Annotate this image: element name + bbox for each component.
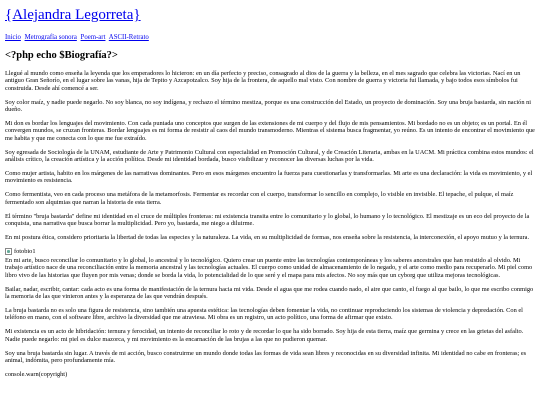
nav-link-poem-art[interactable]: Poem-art [80,34,106,41]
bio-paragraph-7: El término "bruja bastarda" define mi identidad en el cruce de múltiples fronteras: mi existencia transita entre lo comunitario y lo global, lo humano y lo tecnológico. El mestizaje es un eco del proyecto de la conquista, una narrativa que busca borrar la multiplicidad. Pero yo, bastarda, me niego a diluirme. [5,212,530,228]
bio-paragraph-12: Mi existencia es un acto de hibridación: ternura y ferocidad, un intento de reconciliar lo roto y de recordar lo que ha sido borrado. Soy hija de esta tierra, maíz que germina y crece en las grietas del asfalto. Nadie puede negarlo: mi piel es dulce mazorca, y mi movimiento es la encarnación de las brujas a las que no pudieron quemar. [5,328,524,343]
bio-paragraph-6: Como fermentista, veo en cada proceso una metáfora de la metamorfosis. Fermentar es recordar con el cuerpo, transformar lo sencillo en complejo, lo visible en invisible. El tepache, el pulque, el maíz fermentado son alquimias que narran la historia de esta tierra. [5,191,514,206]
bio-photo [5,248,535,256]
bio-paragraph-1: Llegué al mundo como enseña la leyenda que los emperadores lo hicieron: en un día perfecto y preciso, consagrado al dios de la guerra y la belleza, en el mes sagrado que celebra las victorias. Nací en un antiguo Gran Señorío, en el lugar sobre las vanas, hija de Tepito y Azcapotzalco. Soy hija de la frontera, de aquello mal visto. Con nombre de guerra y victoria fui llamada, y bajo todos esos símbolos fui construida. Desde ahí comencé a ser. [5,70,521,92]
page [5,6,535,379]
bio-paragraph-8: En mi postura ética, considero prioritaria la libertad de todas las especies y la naturaleza. La vida, en su multiplicidad de formas, nos enseña sobre la resistencia, la interconexión, el apoyo mutuo y la ternura. [5,234,530,241]
nav-link-metrografia-sonora[interactable]: Metrografía sonora [24,34,77,41]
bio-paragraph-4: Soy egresada de Sociología de la UNAM, estudiante de Arte y Patrimonio Cultural con especialidad en Promoción Cultural, y de Creación Literaria, ambas en la UACM. Mi práctica combina estos mundos: el análisis crítico, la creación artística y la acción política. Desde mi identidad bordada, busco visibilizar y reconocer las diversas luchas por la vida. [5,148,534,164]
bio-paragraph-5: Como mujer artista, habito en los márgenes de las narrativas dominantes. Pero en esos márgenes encuentro la fuerza para cuestionarlas y transformarlas. Mi arte es una declaración: la vida es movimiento, y el movimiento es resistencia. [5,170,533,185]
bio-paragraph-2: Soy color maíz, y nadie puede negarlo. No soy blanca, no soy indígena, y rechazo el término mestiza, porque es una construcción del Estado, un proyecto de dominación. Soy una bruja bastarda, sin nación ni dueño. [5,98,532,114]
console-code-text: console.warn(copyright) [5,370,68,378]
bio-paragraph-11: La bruja bastarda no es solo una figura de resistencia, sino también una apuesta estética: las tecnologías deben fomentar la vida, no continuar reproduciendo los sistemas de violencia y depredación. Con el teléfono en mano, con el software libre, archivo la diversidad que me atraviesa. Mi obra es un registro, un acto político, una forma de afirmar que existo. [5,306,523,322]
bio-paragraph-9: En mi arte, busco reconciliar lo comunitario y lo global, lo ancestral y lo tecnológico. Quiero crear un puente entre las tecnologías contemporáneas y los saberes ancestrales que han resistido al olvido. Mi trabajo artístico nace de una reconciliación entre la memoria ancestral y las tecnologías actuales. El cuerpo como unidad de almacenamiento de lo negado, y el arte como medio para recuperarlo. Mi piel como libro vivo de las historias que fluyen por mis venas; donde se borda la vida, lo potencialidad de lo que seré y el mapa para mis afectos. No soy más que un cyborg que utiliza mejoras tecnológicas. [5,256,533,279]
nav-link-inicio[interactable]: Inicio [5,34,21,41]
bio-photo-alt: fotobio1 [14,247,36,255]
bio-paragraph-13: Soy una bruja bastarda sin lugar. A través de mi acción, busco construirme un mundo donde todas las formas de vida sean libres y reconocidas en su diversidad infinita. Mi identidad no cabe en fronteras; es animal, indómita, pero profundamente mía. [5,349,527,364]
main-nav [5,33,535,42]
site-title-link[interactable]: {Alejandra Legorreta} [5,7,141,23]
section-heading: <?php echo $Biografía?> [5,50,118,61]
bio-paragraph-3: Mi don es bordar los lenguajes del movimiento. Con cada puntada uno conceptos que surgen de las extensiones de mi cuerpo y del flujo de mis pensamientos. Mi bordado no es un objeto; es un portal. En él convergen mundos, se cruzan fronteras. Bordar lenguajes es mi forma de resistir al caos del mundo transmoderno. Mientras el sistema busca fragmentar, yo reúno. Es un intento de encontrar el movimiento que me habita y que me conecta con lo que me fue extraído. [5,120,535,142]
nav-link-ascii-retrato[interactable]: ASCII-Retrato [108,34,149,41]
broken-image-icon [5,248,12,255]
bio-paragraph-10: Bailar, nadar, escribir, cantar: cada acto es una forma de manifestación de la ternura hacia mi vida. Desde el agua que me rodea cuando nado, el aire que canto, el fuego al que bailo, lo que me escribo conmigo la memoria de las que vinieron antes y la esperanza de las que vendrán después. [5,285,534,301]
